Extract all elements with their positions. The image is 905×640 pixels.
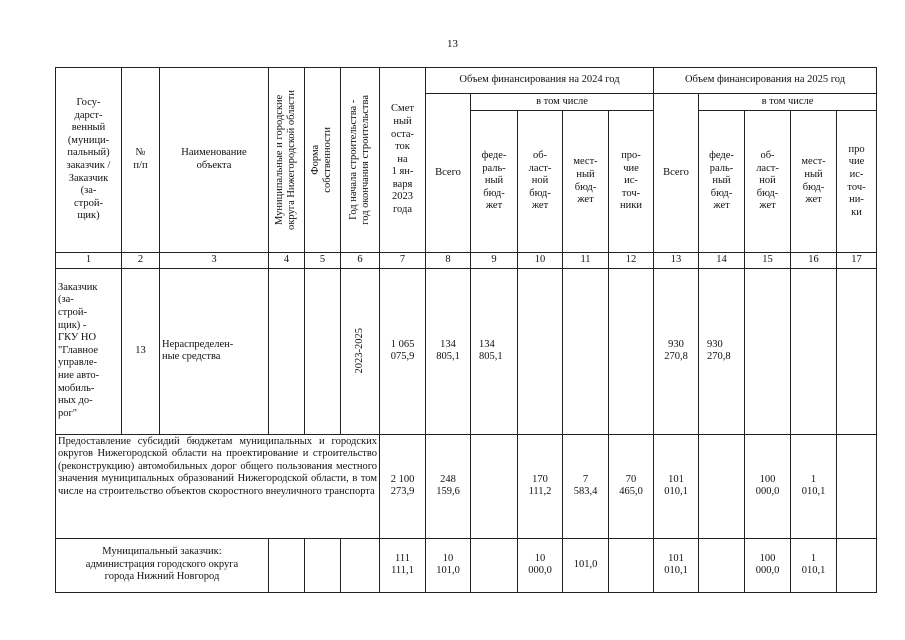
column-number: 4	[269, 253, 305, 269]
financing-table	[55, 67, 877, 593]
column-number: 13	[654, 253, 699, 269]
header-municipalities: Муниципальные и городские округа Нижегородской области	[274, 90, 298, 230]
local-2024-value	[563, 268, 609, 434]
header-municipalities-cell	[269, 68, 305, 253]
total-2025-value: 101 010,1	[654, 538, 699, 592]
ownership-cell	[305, 268, 341, 434]
header-federal-2024: феде- раль- ный бюд- жет	[471, 111, 518, 253]
header-number: № п/п	[122, 68, 160, 253]
total-2024-value: 134 805,1	[426, 268, 471, 434]
header-federal-2025: феде- раль- ный бюд- жет	[699, 111, 745, 253]
federal-2024-value	[471, 538, 518, 592]
column-number: 11	[563, 253, 609, 269]
column-number: 12	[609, 253, 654, 269]
column-number: 17	[837, 253, 877, 269]
column-number: 2	[122, 253, 160, 269]
header-object-name: Наименование объекта	[160, 68, 269, 253]
column-number: 1	[56, 253, 122, 269]
federal-2025-value: 930 270,8	[699, 268, 745, 434]
total-2024-value: 10 101,0	[426, 538, 471, 592]
local-2024-value: 101,0	[563, 538, 609, 592]
column-number: 9	[471, 253, 518, 269]
municipal-customer: Муниципальный заказчик: администрация городского округа города Нижний Новгород	[56, 538, 269, 592]
header-years: Год начала строительства - год окончания строительства	[347, 95, 371, 225]
header-total-2024: Всего	[426, 94, 471, 253]
header-including-2025: в том числе	[699, 94, 877, 111]
municipality-cell	[269, 268, 305, 434]
header-regional-2024: об- ласт- ной бюд- жет	[518, 111, 563, 253]
regional-2024-value: 10 000,0	[518, 538, 563, 592]
customer-cell: Заказчик (за- строй- щик) - ГКУ НО "Главное управле- ние авто- мобиль- ных до- рог"	[56, 268, 122, 434]
object-name: Нераспределен- ные средства	[160, 268, 269, 434]
regional-2025-value: 100 000,0	[745, 434, 791, 538]
column-number: 16	[791, 253, 837, 269]
federal-2025-value	[699, 434, 745, 538]
header-local-2024: мест- ный бюд- жет	[563, 111, 609, 253]
local-2025-value: 1 010,1	[791, 434, 837, 538]
years-value: 2023-2025	[353, 328, 365, 374]
column-number: 6	[341, 253, 380, 269]
column-number: 15	[745, 253, 791, 269]
years-cell	[341, 268, 380, 434]
column-numbers-row	[56, 253, 877, 269]
header-estimate: Смет ный оста- ток на 1 ян- варя 2023 года	[380, 68, 426, 253]
federal-2024-value	[471, 434, 518, 538]
municipality-cell	[269, 538, 305, 592]
row-number: 13	[122, 268, 160, 434]
table-row	[56, 434, 877, 538]
local-2025-value: 1 010,1	[791, 538, 837, 592]
years-cell	[341, 538, 380, 592]
federal-2024-value: 134 805,1	[471, 268, 518, 434]
regional-2024-value: 170 111,2	[518, 434, 563, 538]
estimate-value: 1 065 075,9	[380, 268, 426, 434]
table-row	[56, 268, 877, 434]
total-2024-value: 248 159,6	[426, 434, 471, 538]
other-2025-value	[837, 538, 877, 592]
column-number: 3	[160, 253, 269, 269]
header-including-2024: в том числе	[471, 94, 654, 111]
ownership-cell	[305, 538, 341, 592]
other-2024-value: 70 465,0	[609, 434, 654, 538]
header-regional-2025: об- ласт- ной бюд- жет	[745, 111, 791, 253]
column-number: 7	[380, 253, 426, 269]
estimate-value: 111 111,1	[380, 538, 426, 592]
column-number: 14	[699, 253, 745, 269]
local-2025-value	[791, 268, 837, 434]
column-number: 10	[518, 253, 563, 269]
page-number: 13	[447, 38, 458, 50]
header-total-2025: Всего	[654, 94, 699, 253]
other-2025-value	[837, 434, 877, 538]
regional-2025-value: 100 000,0	[745, 538, 791, 592]
estimate-value: 2 100 273,9	[380, 434, 426, 538]
table-row	[56, 538, 877, 592]
header-other-2024: про- чие ис- точ- ники	[609, 111, 654, 253]
header-ownership-cell	[305, 68, 341, 253]
regional-2024-value	[518, 268, 563, 434]
header-customer: Госу- дарст- венный (муници- пальный) заказчик / Заказчик (за- строй- щик)	[56, 68, 122, 253]
header-ownership: Форма собственности	[310, 127, 334, 193]
column-number: 5	[305, 253, 341, 269]
other-2024-value	[609, 268, 654, 434]
subsidy-description: Предоставление субсидий бюджетам муниципальных и городских округов Нижегородской области на проектирование и строительство (реконструкцию) автомобильных дорог общего пользования местного значения муниципальных образований Нижегородской области, в том числе на строительство объектов скоростного внеуличного транспорта	[56, 434, 380, 538]
local-2024-value: 7 583,4	[563, 434, 609, 538]
header-other-2025: про чие ис- точ- ни- ки	[837, 111, 877, 253]
federal-2025-value	[699, 538, 745, 592]
other-2024-value	[609, 538, 654, 592]
other-2025-value	[837, 268, 877, 434]
column-number: 8	[426, 253, 471, 269]
header-fin-2024: Объем финансирования на 2024 год	[426, 68, 654, 94]
total-2025-value: 930 270,8	[654, 268, 699, 434]
header-local-2025: мест- ный бюд- жет	[791, 111, 837, 253]
header-years-cell	[341, 68, 380, 253]
regional-2025-value	[745, 268, 791, 434]
header-fin-2025: Объем финансирования на 2025 год	[654, 68, 877, 94]
total-2025-value: 101 010,1	[654, 434, 699, 538]
